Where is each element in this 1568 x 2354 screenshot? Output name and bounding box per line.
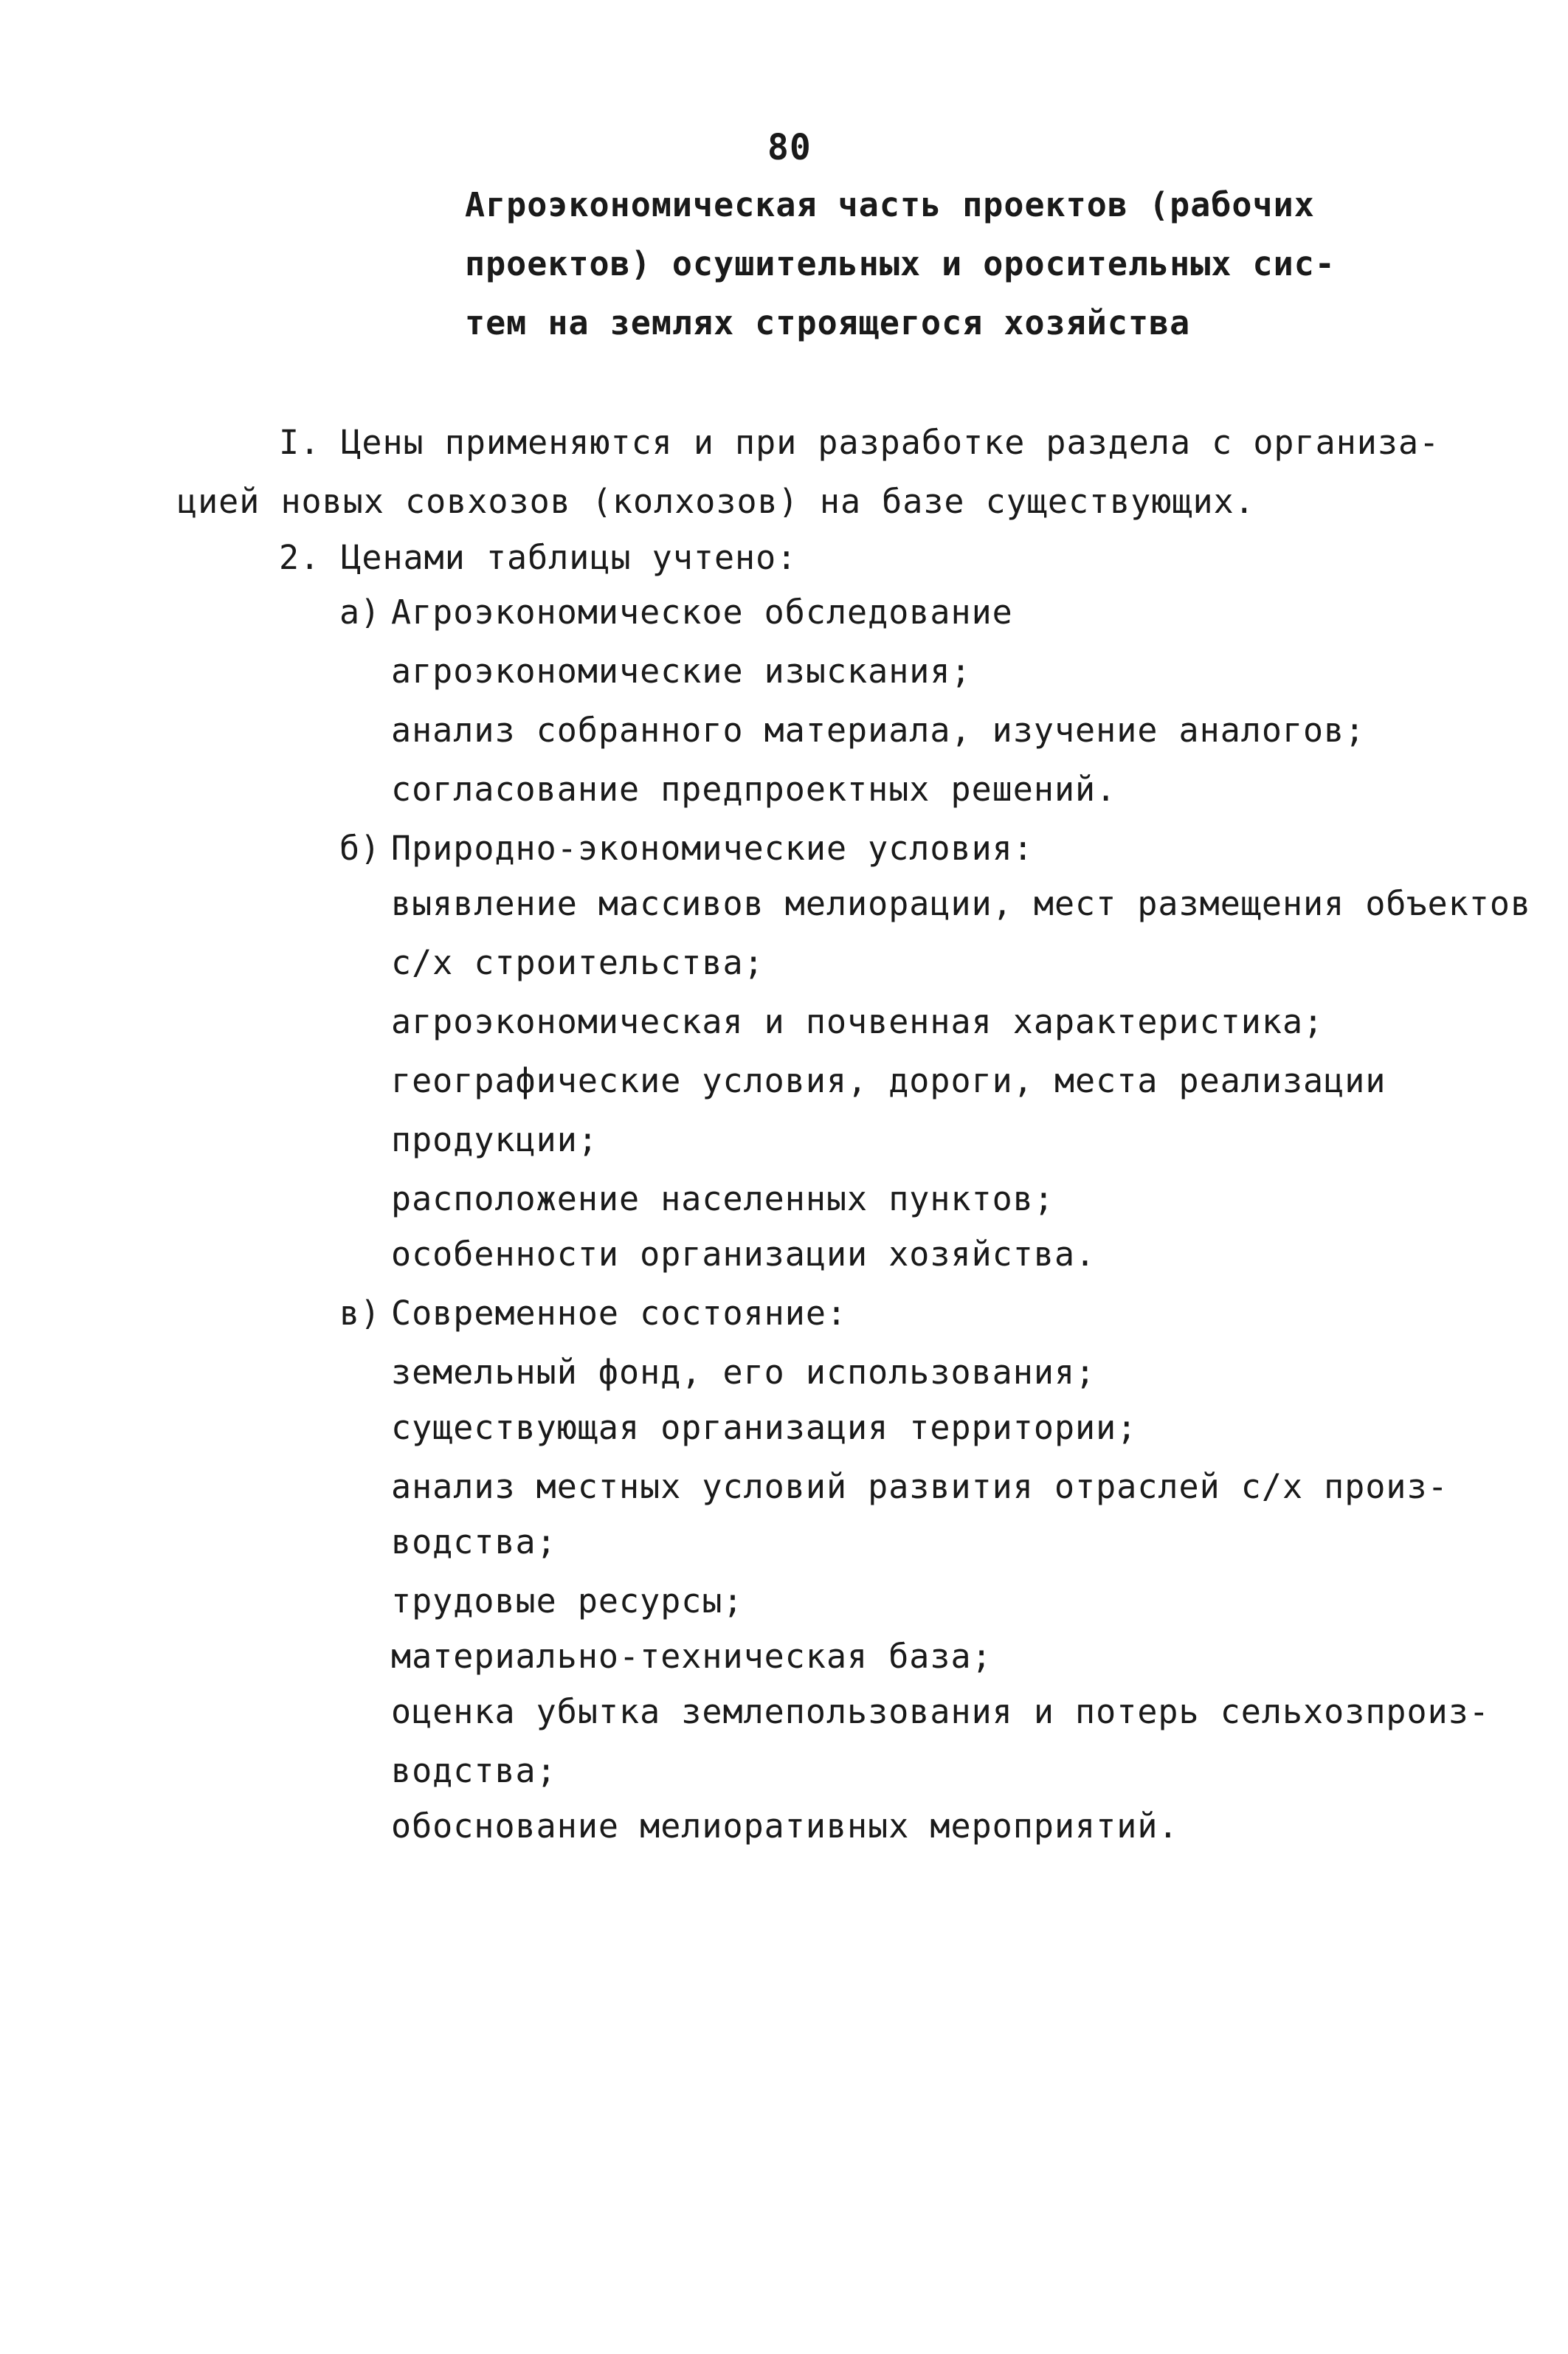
paragraph-line: I. Цены применяются и при разработке раздела с организа- bbox=[279, 423, 1440, 462]
list-item: обоснование мелиоративных мероприятий. bbox=[391, 1806, 1179, 1846]
list-item: анализ местных условий развития отраслей с/х произ- bbox=[391, 1467, 1448, 1506]
list-item: существующая организация территории; bbox=[391, 1408, 1138, 1447]
list-item: согласование предпроектных решений. bbox=[391, 770, 1117, 809]
list-item: расположение населенных пунктов; bbox=[391, 1179, 1054, 1218]
list-marker: в) bbox=[339, 1294, 381, 1333]
list-marker: б) bbox=[339, 829, 381, 868]
title-line: проектов) осушительных и оросительных сис- bbox=[465, 244, 1336, 283]
title-line: Агроэкономическая часть проектов (рабочих bbox=[465, 185, 1315, 224]
list-item: географические условия, дороги, места реализации bbox=[391, 1061, 1386, 1100]
list-item: водства; bbox=[391, 1522, 557, 1561]
title-line: тем на землях строящегося хозяйства bbox=[465, 303, 1191, 342]
paragraph-intro: 2. Ценами таблицы учтено: bbox=[279, 538, 798, 577]
list-item: Агроэкономическое обследование bbox=[391, 593, 1013, 632]
list-item: Современное состояние: bbox=[391, 1294, 848, 1333]
list-item: продукции; bbox=[391, 1120, 598, 1159]
list-item: материально-техническая база; bbox=[391, 1637, 992, 1676]
list-item: агроэкономические изыскания; bbox=[391, 652, 972, 691]
paragraph-line: цией новых совхозов (колхозов) на базе существующих. bbox=[177, 482, 1255, 521]
list-item: земельный фонд, его использования; bbox=[391, 1353, 1096, 1392]
list-item: с/х строительства; bbox=[391, 943, 764, 982]
list-item: Природно-экономические условия: bbox=[391, 829, 1034, 868]
list-item: трудовые ресурсы; bbox=[391, 1581, 744, 1620]
list-item: оценка убытка землепользования и потерь сельхозпроиз- bbox=[391, 1692, 1490, 1731]
list-item: анализ собранного материала, изучение аналогов; bbox=[391, 711, 1366, 750]
list-item: агроэкономическая и почвенная характеристика; bbox=[391, 1002, 1324, 1041]
page-number: 80 bbox=[767, 127, 812, 168]
list-item: водства; bbox=[391, 1751, 557, 1790]
list-item: особенности организации хозяйства. bbox=[391, 1235, 1096, 1274]
list-marker: а) bbox=[339, 593, 381, 632]
list-item: выявление массивов мелиорации, мест размещения объектов bbox=[391, 884, 1532, 923]
